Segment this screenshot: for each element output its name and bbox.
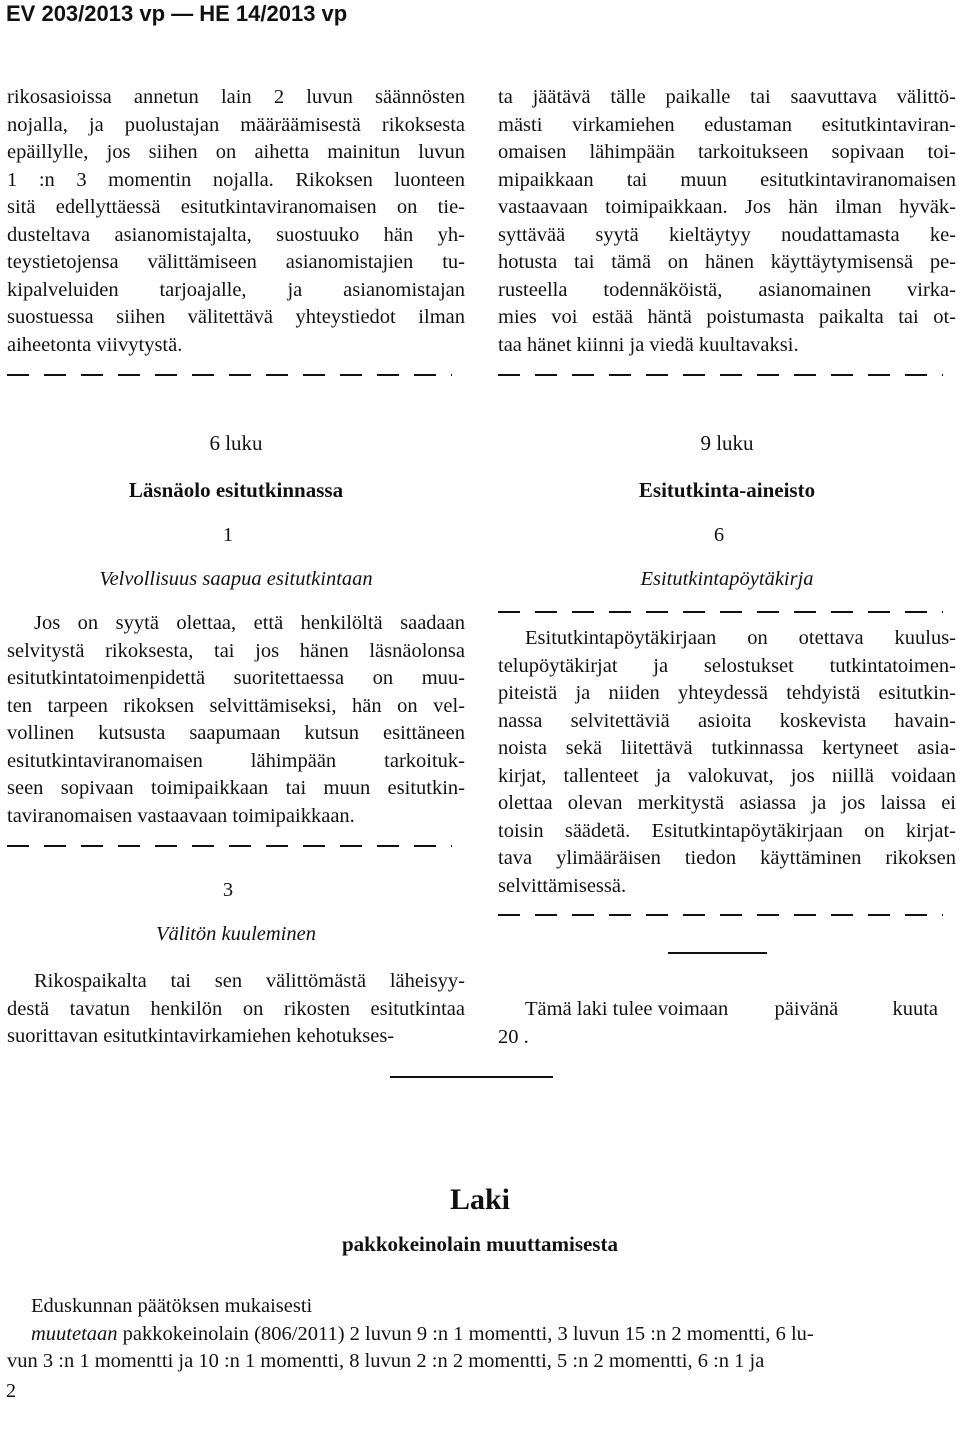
text-line: tava ylimääräisen tiedon käyttäminen rikoksen — [498, 847, 956, 869]
left-top-paragraph — [7, 84, 465, 376]
text-line: hotusta tai tämä on hänen käyttäytymisensä pe- — [498, 251, 956, 273]
text-line: vollinen kutsusta saapumaan kutsun esittäneen — [7, 722, 465, 744]
right-top-paragraph — [498, 84, 956, 376]
text-line: suorittavan esitutkintavirkamiehen kehotukses- — [7, 1025, 395, 1047]
page-header: EV 203/2013 vp — HE 14/2013 vp — [6, 1, 348, 26]
text-line: nassa selvitettäviä asioita koskevista havain- — [498, 709, 956, 732]
text-line: selvitystä rikoksesta, tai jos hänen läsnäolonsa — [7, 639, 465, 662]
text-line: 1 :n 3 momentin nojalla. Rikoksen luonteen — [7, 168, 465, 191]
section-3-number: 3 — [222, 879, 234, 901]
text-line: destä tavatun henkilön on rikosten esitutkintaa — [7, 997, 465, 1020]
chapter-6-title: Läsnäolo esitutkinnassa — [128, 477, 344, 502]
text-line: kipalveluiden tarjoajalle, ja asianomistajan — [7, 278, 465, 301]
text-line: kirjat, tallenteet ja valokuvat, jos niillä voidaan — [498, 764, 956, 787]
text-line: taa hänet kiinni ja viedä kuultavaksi. — [498, 333, 799, 356]
text-line: vastaavaan toimipaikkaan. Jos hän ilman hyväk- — [498, 196, 956, 218]
omission-dashes — [7, 374, 452, 376]
text-line: syttävää syytä kieltäytyy noudattamasta ke- — [498, 223, 956, 246]
law-intro: Eduskunnan päätöksen mukaisesti — [31, 1295, 313, 1317]
text-line: dusteltava asianomistajalta, suostuuko hän yh- — [7, 223, 465, 246]
text-line: esitutkintatoimenpidettä suoritettaessa on muu- — [7, 667, 465, 689]
omission-dashes — [498, 611, 943, 613]
law-subtitle: pakkokeinolain muuttamisesta — [342, 1232, 618, 1256]
text-line: Jos on syytä olettaa, että henkilöltä saadaan — [34, 612, 465, 634]
text-line: esitutkintaviranomaisen lähimpään tarkoituk- — [7, 749, 465, 772]
text-line: mästi virkamiehen edustaman esitutkintaviran- — [498, 113, 956, 136]
text-line: nojalla, ja puolustajan määräämisestä rikoksesta — [7, 113, 465, 136]
text-line: omaisen lähimpään tarkoitukseen sopivaan toi- — [498, 141, 956, 163]
omission-dashes — [498, 914, 943, 916]
section-3-title: Välitön kuuleminen — [156, 922, 316, 945]
text-line: olettaa olevan merkitystä asiassa ja jos laissa ei — [498, 792, 956, 814]
text-line: seen sopivaan toimipaikkaan tai muun esitutkin- — [7, 777, 465, 799]
omission-dashes — [7, 845, 452, 847]
text-line: taviranomaisen vastaavaan toimipaikkaan. — [7, 804, 355, 827]
section-6-title: Esitutkintapöytäkirja — [640, 567, 814, 590]
text-line: toisin säädetä. Esitutkintapöytäkirjaan on kirjat- — [498, 819, 956, 842]
law-body — [7, 1293, 960, 1376]
text-line: telupöytäkirjat ja selostukset tutkintatoimen- — [498, 654, 956, 677]
text-line: rikosasioissa annetun lain 2 luvun säännösten — [7, 86, 465, 108]
page-number: 2 — [6, 1380, 16, 1402]
law-title: Laki — [449, 1183, 511, 1216]
text-line: teystietojensa välittämiseen asianomistajien tu- — [7, 251, 465, 273]
omission-dashes — [498, 374, 943, 376]
law-line-1: muutetaan pakkokeinolain (806/2011) 2 luvun 9 :n 1 momentti, 3 luvun 15 :n 2 momentti, 6 lu- — [31, 1322, 814, 1345]
text-line: mies voi estää häntä poistumasta paikalta tai ot- — [498, 306, 956, 328]
text-line: Rikospaikalta tai sen välittömästä läheisyy- — [34, 970, 465, 992]
chapter-6 — [7, 430, 465, 1051]
law-line-2: vun 3 :n 1 momentti ja 10 :n 1 momentti, 8 luvun 2 :n 2 momentti, 5 :n 2 momentti, 6 :n 1 ja — [7, 1350, 765, 1372]
chapter-9 — [498, 430, 956, 916]
section-1-number: 1 — [222, 524, 234, 546]
section-1-paragraph — [7, 610, 465, 830]
separator-rule — [390, 1076, 553, 1078]
section-3-paragraph — [7, 968, 465, 1051]
text-line: ten tarpeen rikoksen selvittämiseksi, hän on vel- — [7, 694, 465, 717]
text-line: piteistä ja niiden yhteydessä tehdyistä esitutkin- — [498, 682, 956, 704]
section-6-paragraph — [498, 625, 956, 900]
chapter-9-heading: 9 luku — [700, 431, 754, 455]
text-line: sitä edellyttäessä esitutkintaviranomaisen on tie- — [7, 196, 465, 218]
text-line: suostuessa siihen välitettävä yhteystiedot ilman — [7, 306, 465, 328]
entry-into-force: Tämä laki tulee voimaan päivänä kuuta 20 . — [498, 998, 939, 1048]
chapter-6-heading: 6 luku — [209, 431, 263, 455]
chapter-9-title: Esitutkinta-aineisto — [638, 477, 816, 502]
text-line: noista sekä liitettävä tutkinnassa kertyneet asia- — [498, 737, 956, 759]
text-line: ta jäätävä tälle paikalle tai saavuttava välittö- — [498, 86, 956, 108]
text-line: epäillylle, jos siihen on aihetta mainitun luvun — [7, 141, 465, 163]
section-1-title: Velvollisuus saapua esitutkintaan — [99, 567, 373, 590]
section-6-number: 6 — [713, 524, 725, 546]
text-line: Esitutkintapöytäkirjaan on otettava kuulus- — [525, 627, 956, 649]
text-line: rusteella todennäköistä, asianomainen virka- — [498, 278, 956, 301]
separator-rule — [668, 952, 767, 954]
text-line: aiheetonta viivytystä. — [7, 333, 183, 356]
text-line: mipaikkaan tai muun esitutkintaviranomaisen — [498, 168, 956, 191]
text-line: selvittämisessä. — [498, 874, 627, 897]
